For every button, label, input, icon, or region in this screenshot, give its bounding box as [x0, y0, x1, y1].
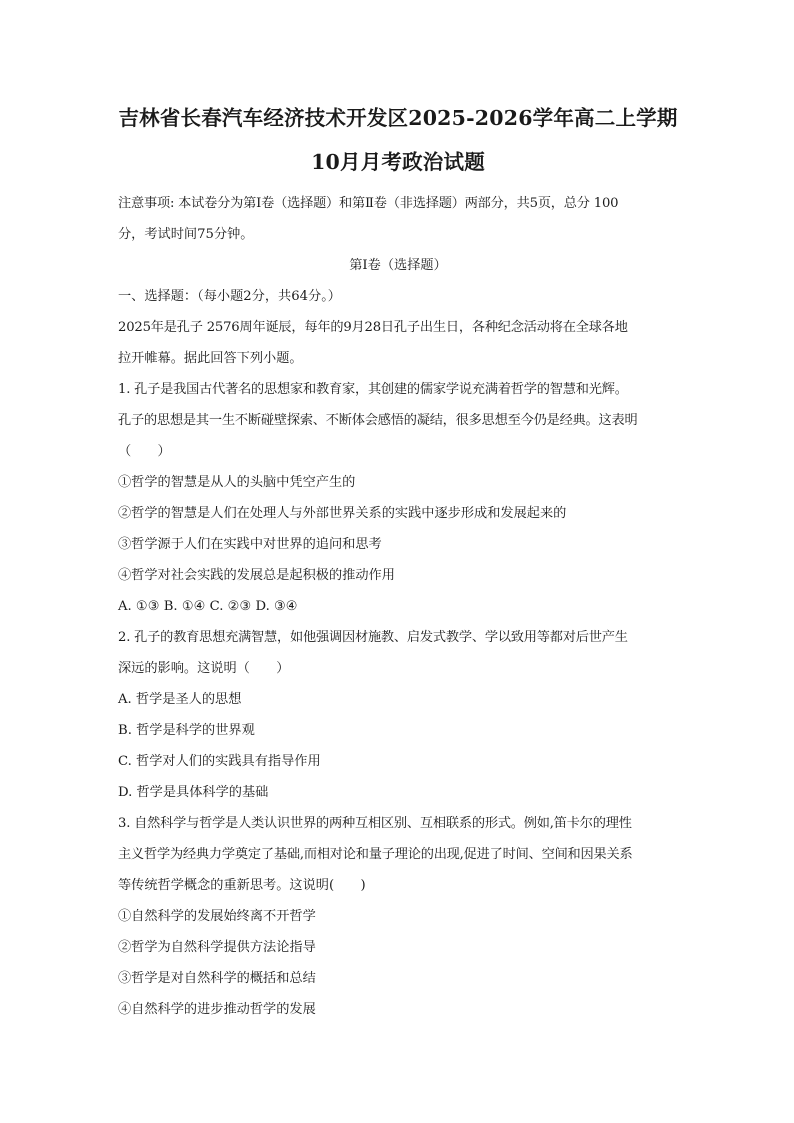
- section-title: 第Ⅰ卷（选择题）: [349, 258, 447, 273]
- question-3-option-2: ②哲学为自然科学提供方法论指导: [118, 940, 316, 955]
- notice-line1: 注意事项: 本试卷分为第Ⅰ卷（选择题）和第Ⅱ卷（非选择题）两部分，共5页，总分 100: [118, 196, 619, 211]
- question-1-stem-line3: （ ）: [118, 444, 171, 459]
- question-2-option-a: A. 哲学是圣人的思想: [118, 692, 242, 707]
- question-2-option-b: B. 哲学是科学的世界观: [118, 723, 255, 738]
- question-2: [118, 622, 678, 808]
- question-1-choices: A. ①③ B. ①④ C. ②③ D. ③④: [118, 599, 298, 614]
- question-1-option-3: ③哲学源于人们在实践中对世界的追问和思考: [118, 537, 382, 552]
- question-3-option-3: ③哲学是对自然科学的概括和总结: [118, 971, 316, 986]
- exam-title-line1: 吉林省长春汽车经济技术开发区2025-2026学年高二上学期: [118, 106, 678, 130]
- question-3-stem-line3: 等传统哲学概念的重新思考。这说明( ): [118, 878, 366, 893]
- notice-line2: 分，考试时间75分钟。: [118, 227, 254, 242]
- question-3-stem-line1: 3. 自然科学与哲学是人类认识世界的两种互相区别、互相联系的形式。例如,笛卡尔的理性: [118, 816, 632, 831]
- question-3-option-1: ①自然科学的发展始终离不开哲学: [118, 909, 316, 924]
- question-2-option-d: D. 哲学是具体科学的基础: [118, 785, 269, 800]
- exam-page: [118, 96, 678, 1025]
- question-3: [118, 808, 678, 1025]
- question-1-option-1: ①哲学的智慧是从人的头脑中凭空产生的: [118, 475, 356, 490]
- material-line2: 拉开帷幕。据此回答下列小题。: [118, 351, 303, 366]
- question-3-stem-line2: 主义哲学为经典力学奠定了基础,而相对论和量子理论的出现,促进了时间、空间和因果关系: [118, 847, 633, 862]
- question-1-stem-line2: 孔子的思想是其一生不断碰壁探索、不断体会感悟的凝结，很多思想至今仍是经典。这表明: [118, 413, 638, 428]
- question-2-stem-line2: 深远的影响。这说明（ ）: [118, 661, 290, 676]
- question-1-option-4: ④哲学对社会实践的发展总是起积极的推动作用: [118, 568, 395, 583]
- question-1-stem-line1: 1. 孔子是我国古代著名的思想家和教育家，其创建的儒家学说充满着哲学的智慧和光辉。: [118, 382, 628, 397]
- question-2-option-c: C. 哲学对人们的实践具有指导作用: [118, 754, 321, 769]
- part-heading: 一、选择题：（每小题2分，共64分。）: [118, 289, 341, 304]
- question-3-option-4: ④自然科学的进步推动哲学的发展: [118, 1002, 316, 1017]
- material-line1: 2025年是孔子 2576周年诞辰，每年的9月28日孔子出生日，各种纪念活动将在全球各地: [118, 320, 628, 335]
- question-1-option-2: ②哲学的智慧是人们在处理人与外部世界关系的实践中逐步形成和发展起来的: [118, 506, 567, 521]
- question-2-stem-line1: 2. 孔子的教育思想充满智慧，如他强调因材施教、启发式教学、学以致用等都对后世产生: [118, 630, 628, 645]
- exam-title-line2: 10月月考政治试题: [311, 150, 485, 174]
- question-1: [118, 374, 678, 622]
